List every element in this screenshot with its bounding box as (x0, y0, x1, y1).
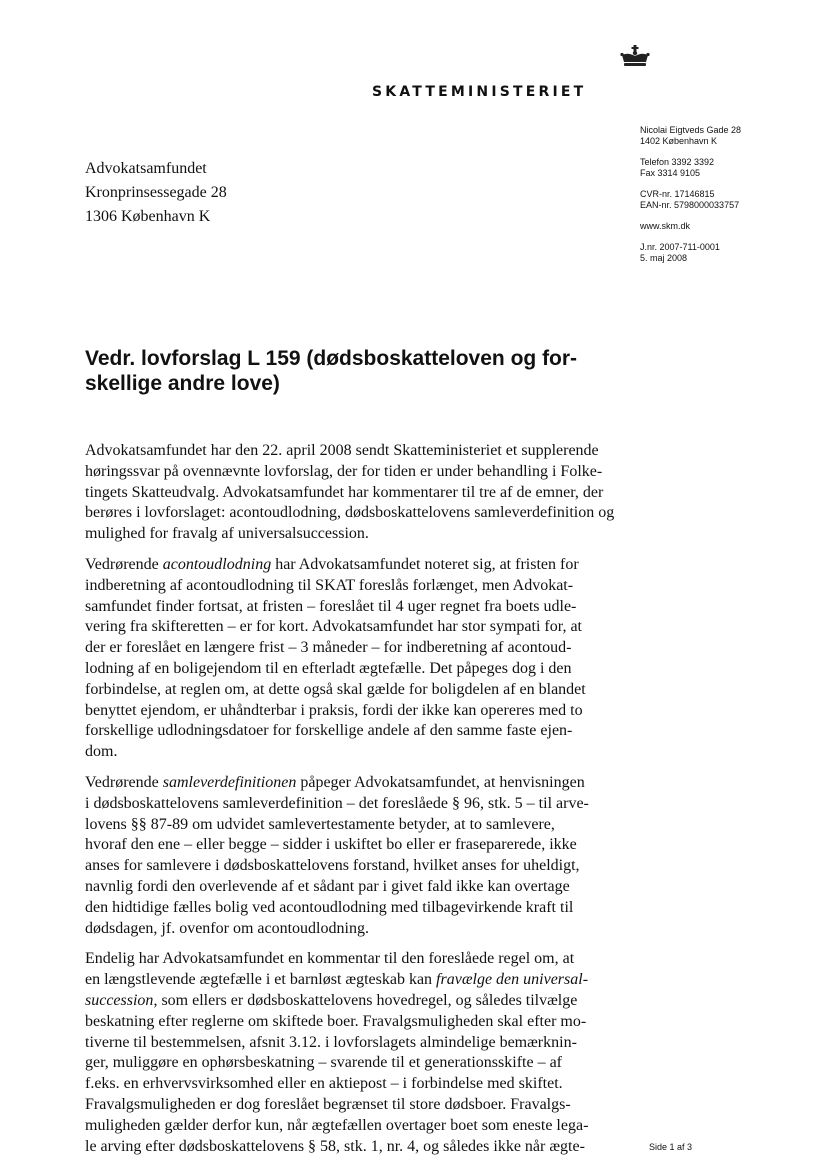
sender-reference (640, 242, 741, 264)
paragraph-line (85, 856, 630, 877)
body-text: forbindelse, at reglen om, at dette også skal gælde for boligdelen af en blandet (85, 680, 586, 698)
sender-website: www.skm.dk (640, 221, 691, 231)
sender-info (640, 125, 741, 274)
sender-phone-line: Telefon 3392 3392 (640, 157, 715, 167)
paragraph-line (85, 659, 630, 680)
body-text: Vedrørende (85, 555, 163, 573)
body-text: i dødsboskattelovens samleverdefinition – det foreslåede § 96, stk. 5 – til arve- (85, 794, 589, 812)
recipient-line: 1306 København K (85, 208, 211, 225)
sender-address-line: Nicolai Eigtveds Gade 28 (640, 125, 742, 135)
sender-ids (640, 189, 741, 211)
title-line: Vedr. lovforslag L 159 (dødsboskatteloven og for- (85, 347, 578, 370)
body-text: lodning af en boligejendom til en efterladt ægtefælle. Det påpeges dog i den (85, 659, 572, 677)
sender-address-line: 1402 København K (640, 136, 718, 146)
paragraph-line (85, 794, 630, 815)
body-text: har Advokatsamfundet noteret sig, at fristen for (271, 555, 579, 573)
emphasis-text: fravælge den universal- (436, 971, 589, 989)
paragraph-line (85, 721, 630, 742)
emphasis-text: samleverdefinitionen (162, 773, 297, 791)
sender-fax-line: Fax 3314 9105 (640, 168, 701, 178)
body-text: indberetning af acontoudlodning til SKAT foreslås forlænget, men Advokat- (85, 576, 574, 594)
page-number: Side 1 af 3 (649, 1142, 693, 1152)
paragraph-line (85, 680, 630, 701)
paragraph-line (85, 919, 630, 940)
ministry-wordmark: SKATTEMINISTERIET (372, 84, 587, 100)
paragraph-line (85, 638, 630, 659)
letter-date: 5. maj 2008 (640, 253, 688, 263)
body-paragraph (85, 949, 630, 1157)
body-text: tingets Skatteudvalg. Advokatsamfundet har kommentarer til tre af de emner, der (85, 483, 604, 501)
recipient-address (85, 157, 227, 229)
body-text: benyttet ejendom, er uhåndterbar i praksis, fordi der ikke kan opereres med to (85, 701, 583, 719)
paragraph-line (85, 524, 630, 545)
paragraph-line (85, 617, 630, 638)
recipient-line: Advokatsamfundet (85, 160, 207, 177)
paragraph-line (85, 555, 630, 576)
letter-body (85, 441, 630, 1167)
royal-crown-icon (619, 45, 651, 69)
body-text: Vedrørende (85, 773, 163, 791)
emphasis-text: acontoudlodning (162, 555, 272, 573)
body-text: mulighed for fravalg af universalsuccession. (85, 525, 369, 543)
body-text: muligheden gælder derfor kun, når ægtefællen overtager boet som eneste lega- (85, 1116, 589, 1134)
body-text: en længstlevende ægtefælle i et barnløst ægteskab kan (85, 971, 437, 989)
body-text: Endelig har Advokatsamfundet en kommentar til den foreslåede regel om, at (85, 950, 575, 968)
paragraph-line (85, 991, 630, 1012)
body-text: beskatning efter reglerne om skiftede boer. Fravalgsmuligheden skal efter mo- (85, 1012, 587, 1030)
body-text: navnlig fordi den overlevende af et sådant par i givet fald ikke kan overtage (85, 877, 570, 895)
sender-cvr: CVR-nr. 17146815 (640, 189, 715, 199)
body-text: lovens §§ 87-89 om udvidet samlevertestamente betyder, at to samlevere, (85, 815, 555, 833)
body-paragraph (85, 441, 630, 545)
paragraph-line (85, 1074, 630, 1095)
body-text: forskellige udlodningsdatoer for forskellige andele af den samme faste ejen- (85, 722, 573, 740)
body-text: der er foreslået en længere frist – 3 måneder – for indberetning af acontoud- (85, 639, 572, 657)
letter-title (85, 346, 625, 396)
paragraph-line (85, 483, 630, 504)
paragraph-line (85, 1116, 630, 1137)
paragraph-line (85, 1033, 630, 1054)
title-line: skellige andre love) (85, 372, 280, 395)
paragraph-line (85, 815, 630, 836)
paragraph-line (85, 1137, 630, 1158)
sender-phone (640, 157, 741, 179)
paragraph-line (85, 462, 630, 483)
body-text: berøres i lovforslaget: acontoudlodning, dødsboskattelovens samleverdefinition og (85, 504, 615, 522)
body-paragraph (85, 555, 630, 763)
paragraph-line (85, 1012, 630, 1033)
body-text: ger, muliggøre en ophørsbeskatning – svarende til et generationsskifte – af (85, 1054, 562, 1072)
paragraph-line (85, 597, 630, 618)
body-text: påpeger Advokatsamfundet, at henvisningen (296, 773, 585, 791)
sender-web (640, 221, 741, 232)
body-text: anses for samlevere i dødsboskattelovens forstand, hvilket anses for uheldigt, (85, 857, 580, 875)
paragraph-line (85, 742, 630, 763)
sender-ean: EAN-nr. 5798000033757 (640, 200, 740, 210)
body-text: den hidtidige fælles bolig ved acontoudlodning med tilbagevirkende kraft til (85, 898, 574, 916)
recipient-line: Kronprinsessegade 28 (85, 184, 227, 201)
body-paragraph (85, 773, 630, 939)
journal-number: J.nr. 2007-711-0001 (640, 242, 720, 252)
sender-address (640, 125, 741, 147)
body-text: dødsdagen, jf. ovenfor om acontoudlodning. (85, 919, 369, 937)
paragraph-line (85, 898, 630, 919)
paragraph-line (85, 701, 630, 722)
body-text: f.eks. en erhvervsvirksomhed eller en aktiepost – i forbindelse med skiftet. (85, 1075, 563, 1093)
body-text: samfundet finder fortsat, at fristen – foreslået til 4 uger regnet fra boets udle- (85, 597, 577, 615)
paragraph-line (85, 1095, 630, 1116)
paragraph-line (85, 1053, 630, 1074)
body-text: Advokatsamfundet har den 22. april 2008 sendt Skatteministeriet et supplerende (85, 442, 599, 459)
paragraph-line (85, 441, 630, 462)
paragraph-line (85, 835, 630, 856)
emphasis-text: succession (85, 991, 154, 1009)
body-text: dom. (85, 743, 118, 761)
body-text: , som ellers er dødsboskattelovens hovedregel, og således tilvælge (153, 991, 578, 1009)
paragraph-line (85, 970, 630, 991)
paragraph-line (85, 949, 630, 970)
body-text: vering fra skifteretten – er for kort. Advokatsamfundet har stor sympati for, at (85, 618, 582, 636)
body-text: le arving efter dødsboskattelovens § 58, stk. 1, nr. 4, og således ikke når ægte- (85, 1137, 585, 1155)
body-text: hvoraf den ene – eller begge – sidder i uskiftet bo eller er fraseparerede, ikke (85, 836, 577, 854)
paragraph-line (85, 576, 630, 597)
body-text: høringssvar på ovennævnte lovforslag, der for tiden er under behandling i Folke- (85, 462, 603, 480)
paragraph-line (85, 503, 630, 524)
paragraph-line (85, 773, 630, 794)
paragraph-line (85, 877, 630, 898)
body-text: Fravalgsmuligheden er dog foreslået begrænset til store dødsboer. Fravalgs- (85, 1095, 571, 1113)
body-text: tiverne til bestemmelsen, afsnit 3.12. i lovforslagets almindelige bemærknin- (85, 1033, 577, 1051)
